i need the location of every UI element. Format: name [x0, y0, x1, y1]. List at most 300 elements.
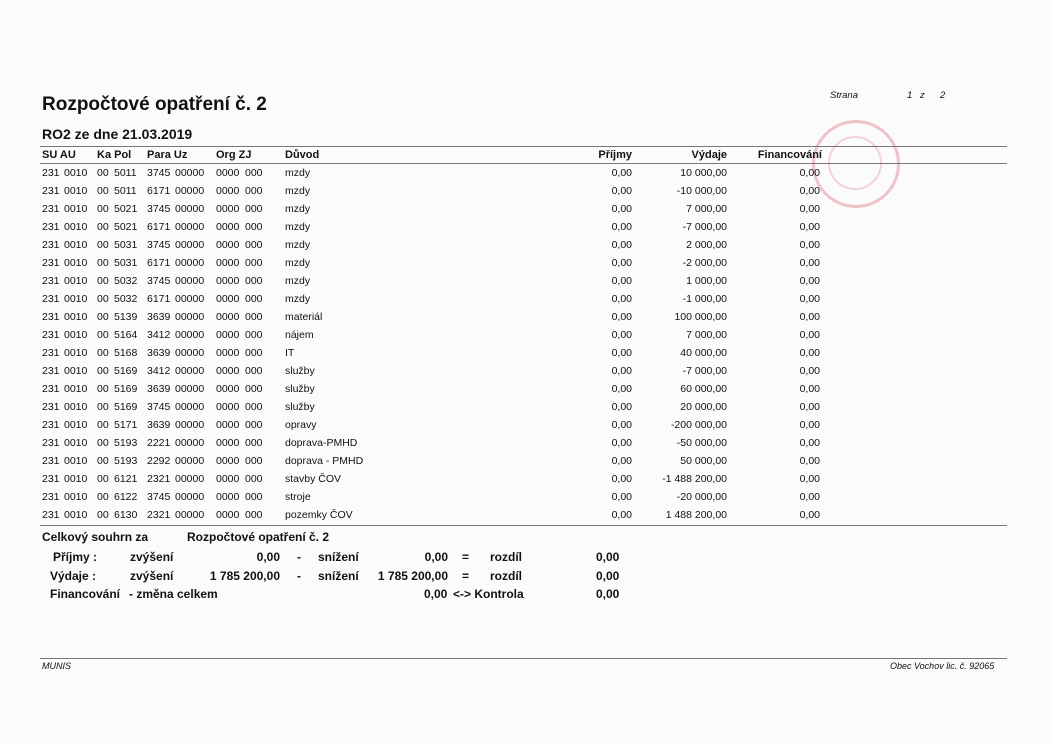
cell-ka: 00: [97, 455, 109, 467]
cell-pol: 5193: [114, 455, 138, 467]
cell-vydaje: -10 000,00: [676, 185, 727, 197]
table-row: [0, 257, 1053, 275]
cell-ka: 00: [97, 347, 109, 359]
cell-prijmy: 0,00: [611, 473, 632, 485]
cell-pol: 5139: [114, 311, 138, 323]
table-row: [0, 437, 1053, 455]
vydaje-snizeni-value: 1 785 200,00: [377, 569, 448, 583]
cell-au: 0010: [64, 257, 88, 269]
cell-su: 231: [42, 383, 60, 395]
cell-vydaje: 1 488 200,00: [665, 509, 727, 521]
cell-prijmy: 0,00: [611, 221, 632, 233]
cell-zj: 000: [245, 221, 263, 233]
cell-uz: 00000: [175, 437, 205, 449]
cell-para: 3639: [147, 347, 171, 359]
cell-org: 0000: [216, 329, 240, 341]
cell-zj: 000: [245, 509, 263, 521]
table-row: [0, 293, 1053, 311]
cell-para: 3745: [147, 203, 171, 215]
cell-para: 6171: [147, 185, 171, 197]
cell-zj: 000: [245, 401, 263, 413]
cell-para: 3745: [147, 401, 171, 413]
table-row: [0, 185, 1053, 203]
cell-para: 3745: [147, 491, 171, 503]
cell-zj: 000: [245, 257, 263, 269]
cell-org: 0000: [216, 401, 240, 413]
cell-su: 231: [42, 491, 60, 503]
cell-org: 0000: [216, 383, 240, 395]
cell-fin: 0,00: [799, 419, 820, 431]
cell-org: 0000: [216, 167, 240, 179]
cell-para: 3639: [147, 311, 171, 323]
cell-ka: 00: [97, 419, 109, 431]
cell-ka: 00: [97, 401, 109, 413]
vydaje-rozdil-label: rozdíl: [490, 569, 522, 583]
cell-uz: 00000: [175, 383, 205, 395]
cell-prijmy: 0,00: [611, 203, 632, 215]
cell-au: 0010: [64, 347, 88, 359]
cell-pol: 5164: [114, 329, 138, 341]
cell-pol: 5169: [114, 383, 138, 395]
cell-su: 231: [42, 293, 60, 305]
cell-org: 0000: [216, 293, 240, 305]
table-row: [0, 347, 1053, 365]
cell-para: 3745: [147, 275, 171, 287]
page-total: 2: [940, 90, 946, 101]
cell-uz: 00000: [175, 455, 205, 467]
cell-uz: 00000: [175, 203, 205, 215]
col-financovani: Financování: [757, 149, 822, 161]
summary-label: Celkový souhrn za: [42, 530, 149, 544]
cell-zj: 000: [245, 239, 263, 251]
cell-uz: 00000: [175, 293, 205, 305]
cell-pol: 5011: [114, 167, 137, 179]
cell-fin: 0,00: [799, 257, 820, 269]
cell-au: 0010: [64, 167, 88, 179]
vydaje-zvyseni-label: zvýšení: [130, 569, 174, 583]
cell-uz: 00000: [175, 221, 205, 233]
cell-au: 0010: [64, 275, 88, 287]
cell-prijmy: 0,00: [611, 329, 632, 341]
cell-su: 231: [42, 275, 60, 287]
cell-pol: 5031: [114, 239, 138, 251]
cell-fin: 0,00: [799, 455, 820, 467]
cell-fin: 0,00: [799, 221, 820, 233]
cell-org: 0000: [216, 311, 240, 323]
cell-fin: 0,00: [799, 365, 820, 377]
cell-ka: 00: [97, 437, 109, 449]
cell-su: 231: [42, 221, 60, 233]
cell-vydaje: -20 000,00: [676, 491, 727, 503]
cell-prijmy: 0,00: [611, 365, 632, 377]
table-row: [0, 203, 1053, 221]
table-row: [0, 167, 1053, 185]
cell-vydaje: 50 000,00: [680, 455, 727, 467]
cell-duvod: mzdy: [285, 293, 311, 305]
cell-vydaje: 2 000,00: [686, 239, 727, 251]
cell-au: 0010: [64, 203, 88, 215]
col-su-au: SU AU: [42, 149, 76, 161]
cell-ka: 00: [97, 239, 109, 251]
cell-ka: 00: [97, 473, 109, 485]
cell-duvod: mzdy: [285, 185, 311, 197]
cell-duvod: doprava - PMHD: [285, 455, 364, 467]
cell-prijmy: 0,00: [611, 239, 632, 251]
page-of: z: [920, 90, 925, 101]
cell-uz: 00000: [175, 329, 205, 341]
cell-fin: 0,00: [799, 239, 820, 251]
cell-duvod: stavby ČOV: [285, 473, 342, 485]
cell-au: 0010: [64, 473, 88, 485]
table-row: [0, 311, 1053, 329]
cell-zj: 000: [245, 473, 263, 485]
cell-zj: 000: [245, 185, 263, 197]
cell-au: 0010: [64, 419, 88, 431]
cell-au: 0010: [64, 365, 88, 377]
cell-duvod: mzdy: [285, 275, 311, 287]
cell-zj: 000: [245, 203, 263, 215]
cell-para: 2321: [147, 509, 171, 521]
kontrola-label: <-> Kontrola: [453, 587, 524, 601]
table-row: [0, 419, 1053, 437]
cell-fin: 0,00: [799, 491, 820, 503]
cell-prijmy: 0,00: [611, 401, 632, 413]
cell-org: 0000: [216, 203, 240, 215]
cell-prijmy: 0,00: [611, 419, 632, 431]
vydaje-zvyseni-value: 1 785 200,00: [209, 569, 280, 583]
prijmy-zvyseni-label: zvýšení: [130, 550, 174, 564]
table-row: [0, 275, 1053, 293]
cell-org: 0000: [216, 509, 240, 521]
cell-au: 0010: [64, 311, 88, 323]
cell-org: 0000: [216, 221, 240, 233]
col-ka-pol: Ka Pol: [97, 149, 132, 161]
cell-ka: 00: [97, 293, 109, 305]
cell-au: 0010: [64, 383, 88, 395]
cell-org: 0000: [216, 365, 240, 377]
cell-zj: 000: [245, 419, 263, 431]
cell-zj: 000: [245, 293, 263, 305]
cell-pol: 6122: [114, 491, 138, 503]
cell-uz: 00000: [175, 473, 205, 485]
col-duvod: Důvod: [285, 149, 320, 161]
cell-uz: 00000: [175, 347, 205, 359]
cell-vydaje: -50 000,00: [676, 437, 727, 449]
document-title: Rozpočtové opatření č. 2: [42, 94, 267, 115]
cell-pol: 6130: [114, 509, 138, 521]
cell-au: 0010: [64, 401, 88, 413]
financovani-text: - změna celkem: [129, 587, 218, 601]
page-number: 1: [907, 90, 913, 101]
prijmy-rozdil-value: 0,00: [596, 550, 620, 564]
cell-para: 3639: [147, 383, 171, 395]
cell-uz: 00000: [175, 509, 205, 521]
cell-fin: 0,00: [799, 401, 820, 413]
col-para-uz: Para Uz: [147, 149, 188, 161]
vydaje-dash: -: [297, 569, 301, 583]
prijmy-rozdil-label: rozdíl: [490, 550, 522, 564]
cell-para: 3412: [147, 365, 171, 377]
cell-zj: 000: [245, 275, 263, 287]
cell-uz: 00000: [175, 311, 205, 323]
cell-zj: 000: [245, 329, 263, 341]
cell-vydaje: 7 000,00: [686, 329, 727, 341]
cell-vydaje: 60 000,00: [680, 383, 727, 395]
cell-duvod: mzdy: [285, 221, 311, 233]
table-row: [0, 473, 1053, 491]
cell-vydaje: -200 000,00: [670, 419, 727, 431]
cell-fin: 0,00: [799, 311, 820, 323]
cell-fin: 0,00: [799, 437, 820, 449]
cell-vydaje: -7 000,00: [682, 221, 727, 233]
cell-fin: 0,00: [799, 275, 820, 287]
cell-vydaje: 7 000,00: [686, 203, 727, 215]
cell-uz: 00000: [175, 401, 205, 413]
cell-para: 3745: [147, 167, 171, 179]
cell-prijmy: 0,00: [611, 437, 632, 449]
cell-duvod: doprava-PMHD: [285, 437, 358, 449]
footer-right: Obec Vochov lic. č. 92065: [890, 661, 995, 671]
cell-au: 0010: [64, 185, 88, 197]
cell-vydaje: 10 000,00: [680, 167, 727, 179]
cell-para: 2221: [147, 437, 171, 449]
cell-ka: 00: [97, 221, 109, 233]
cell-fin: 0,00: [799, 293, 820, 305]
cell-su: 231: [42, 185, 60, 197]
cell-pol: 5169: [114, 401, 138, 413]
cell-fin: 0,00: [799, 347, 820, 359]
kontrola-value: 0,00: [596, 587, 620, 601]
col-prijmy: Příjmy: [598, 149, 632, 161]
cell-para: 6171: [147, 221, 171, 233]
cell-vydaje: 20 000,00: [680, 401, 727, 413]
cell-zj: 000: [245, 365, 263, 377]
cell-vydaje: -1 000,00: [682, 293, 727, 305]
cell-prijmy: 0,00: [611, 509, 632, 521]
cell-ka: 00: [97, 203, 109, 215]
footer-rule: [40, 658, 1007, 659]
cell-duvod: materiál: [285, 311, 323, 323]
cell-vydaje: 100 000,00: [674, 311, 727, 323]
financovani-label: Financování: [50, 587, 121, 601]
cell-duvod: opravy: [285, 419, 317, 431]
cell-vydaje: -2 000,00: [682, 257, 727, 269]
cell-fin: 0,00: [799, 185, 820, 197]
cell-org: 0000: [216, 491, 240, 503]
cell-prijmy: 0,00: [611, 347, 632, 359]
table-row: [0, 329, 1053, 347]
cell-pol: 5171: [114, 419, 138, 431]
cell-su: 231: [42, 347, 60, 359]
cell-su: 231: [42, 167, 60, 179]
cell-ka: 00: [97, 275, 109, 287]
cell-uz: 00000: [175, 239, 205, 251]
table-end-rule: [40, 525, 1007, 526]
prijmy-snizeni-label: snížení: [318, 550, 359, 564]
prijmy-zvyseni-value: 0,00: [256, 550, 280, 564]
cell-org: 0000: [216, 257, 240, 269]
cell-ka: 00: [97, 257, 109, 269]
cell-fin: 0,00: [799, 203, 820, 215]
cell-pol: 6121: [114, 473, 138, 485]
cell-duvod: mzdy: [285, 167, 311, 179]
document-subtitle: RO2 ze dne 21.03.2019: [42, 126, 193, 142]
cell-su: 231: [42, 365, 60, 377]
cell-ka: 00: [97, 383, 109, 395]
cell-prijmy: 0,00: [611, 311, 632, 323]
cell-pol: 5032: [114, 275, 138, 287]
vydaje-rozdil-value: 0,00: [596, 569, 620, 583]
cell-au: 0010: [64, 437, 88, 449]
cell-ka: 00: [97, 185, 109, 197]
cell-su: 231: [42, 419, 60, 431]
cell-org: 0000: [216, 239, 240, 251]
cell-org: 0000: [216, 347, 240, 359]
cell-su: 231: [42, 329, 60, 341]
cell-para: 2321: [147, 473, 171, 485]
cell-zj: 000: [245, 383, 263, 395]
summary-name: Rozpočtové opatření č. 2: [187, 530, 330, 544]
cell-prijmy: 0,00: [611, 293, 632, 305]
cell-uz: 00000: [175, 491, 205, 503]
cell-prijmy: 0,00: [611, 275, 632, 287]
table-row: [0, 365, 1053, 383]
table-row: [0, 239, 1053, 257]
table-row: [0, 401, 1053, 419]
cell-su: 231: [42, 473, 60, 485]
cell-vydaje: 40 000,00: [680, 347, 727, 359]
table-row: [0, 491, 1053, 509]
prijmy-snizeni-value: 0,00: [424, 550, 448, 564]
cell-vydaje: 1 000,00: [686, 275, 727, 287]
table-row: [0, 221, 1053, 239]
cell-pol: 5021: [114, 221, 138, 233]
cell-duvod: mzdy: [285, 257, 311, 269]
cell-ka: 00: [97, 491, 109, 503]
cell-au: 0010: [64, 239, 88, 251]
cell-ka: 00: [97, 167, 109, 179]
cell-para: 3639: [147, 419, 171, 431]
cell-zj: 000: [245, 347, 263, 359]
vydaje-snizeni-label: snížení: [318, 569, 359, 583]
cell-fin: 0,00: [799, 167, 820, 179]
cell-su: 231: [42, 509, 60, 521]
cell-su: 231: [42, 437, 60, 449]
cell-zj: 000: [245, 167, 263, 179]
cell-pol: 5169: [114, 365, 138, 377]
cell-para: 6171: [147, 293, 171, 305]
cell-au: 0010: [64, 509, 88, 521]
cell-prijmy: 0,00: [611, 455, 632, 467]
vydaje-equals: =: [462, 569, 470, 583]
cell-zj: 000: [245, 437, 263, 449]
cell-uz: 00000: [175, 185, 205, 197]
cell-ka: 00: [97, 329, 109, 341]
cell-duvod: služby: [285, 365, 315, 377]
cell-fin: 0,00: [799, 473, 820, 485]
vydaje-label: Výdaje :: [50, 569, 97, 583]
cell-duvod: mzdy: [285, 239, 311, 251]
cell-org: 0000: [216, 419, 240, 431]
header-top-rule: [40, 146, 1007, 147]
cell-vydaje: -7 000,00: [682, 365, 727, 377]
cell-au: 0010: [64, 221, 88, 233]
cell-pol: 5193: [114, 437, 138, 449]
col-vydaje: Výdaje: [691, 149, 727, 161]
cell-para: 2292: [147, 455, 171, 467]
cell-para: 6171: [147, 257, 171, 269]
cell-au: 0010: [64, 329, 88, 341]
cell-prijmy: 0,00: [611, 491, 632, 503]
cell-org: 0000: [216, 185, 240, 197]
cell-su: 231: [42, 203, 60, 215]
cell-au: 0010: [64, 455, 88, 467]
cell-uz: 00000: [175, 167, 205, 179]
cell-org: 0000: [216, 437, 240, 449]
cell-fin: 0,00: [799, 329, 820, 341]
header-bottom-rule: [40, 163, 1007, 164]
cell-zj: 000: [245, 455, 263, 467]
cell-uz: 00000: [175, 419, 205, 431]
cell-pol: 5032: [114, 293, 138, 305]
cell-fin: 0,00: [799, 383, 820, 395]
prijmy-equals: =: [462, 550, 470, 564]
cell-prijmy: 0,00: [611, 383, 632, 395]
financovani-value: 0,00: [424, 587, 448, 601]
col-org-zj: Org ZJ: [216, 149, 252, 161]
cell-su: 231: [42, 401, 60, 413]
cell-pol: 5031: [114, 257, 138, 269]
cell-duvod: nájem: [285, 329, 314, 341]
cell-su: 231: [42, 311, 60, 323]
cell-duvod: stroje: [285, 491, 311, 503]
cell-ka: 00: [97, 365, 109, 377]
cell-para: 3745: [147, 239, 171, 251]
cell-org: 0000: [216, 455, 240, 467]
cell-duvod: služby: [285, 383, 315, 395]
cell-duvod: IT: [285, 347, 295, 359]
cell-zj: 000: [245, 491, 263, 503]
cell-uz: 00000: [175, 257, 205, 269]
table-row: [0, 455, 1053, 473]
cell-prijmy: 0,00: [611, 257, 632, 269]
cell-org: 0000: [216, 473, 240, 485]
cell-duvod: pozemky ČOV: [285, 509, 353, 521]
cell-uz: 00000: [175, 365, 205, 377]
cell-pol: 5011: [114, 185, 137, 197]
cell-uz: 00000: [175, 275, 205, 287]
cell-su: 231: [42, 455, 60, 467]
prijmy-dash: -: [297, 550, 301, 564]
cell-ka: 00: [97, 509, 109, 521]
cell-fin: 0,00: [799, 509, 820, 521]
table-row: [0, 383, 1053, 401]
cell-pol: 5021: [114, 203, 138, 215]
cell-duvod: služby: [285, 401, 315, 413]
cell-vydaje: -1 488 200,00: [662, 473, 727, 485]
cell-org: 0000: [216, 275, 240, 287]
cell-para: 3412: [147, 329, 171, 341]
prijmy-label: Příjmy :: [53, 550, 98, 564]
footer-left: MUNIS: [42, 661, 71, 671]
cell-prijmy: 0,00: [611, 185, 632, 197]
cell-su: 231: [42, 257, 60, 269]
cell-au: 0010: [64, 293, 88, 305]
cell-ka: 00: [97, 311, 109, 323]
page-label: Strana: [830, 90, 858, 101]
cell-au: 0010: [64, 491, 88, 503]
cell-su: 231: [42, 239, 60, 251]
